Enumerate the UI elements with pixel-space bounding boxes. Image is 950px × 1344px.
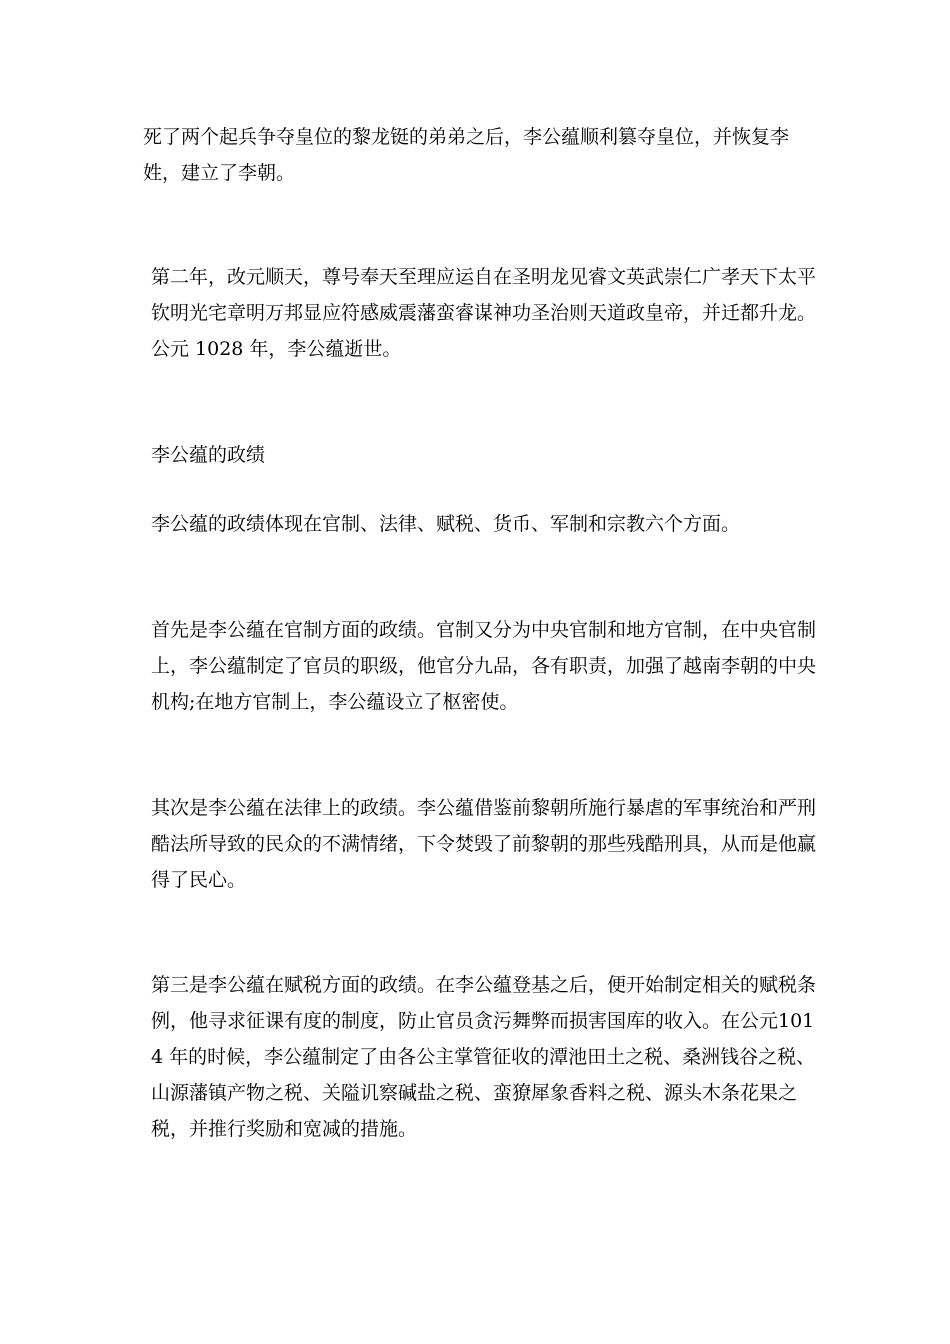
- section-heading: 李公蕴的政绩: [151, 444, 266, 466]
- paragraph-6: 第三是李公蕴在赋税方面的政绩。在李公蕴登基之后，便开始制定相关的赋税条例，他寻求征课有度的制度，防止官员贪污舞弊而损害国库的收入。在公元1014 年的时候，李公蕴制定了由各公主掌管征收的潭池田土之税、桑洲钱谷之税、山源藩镇产物之税、关隘讥察碱盐之税、蛮獠犀象香料之税、源头木条花果之税，并推行奖励和宽减的措施。: [151, 974, 817, 1140]
- paragraph-3: 李公蕴的政绩体现在官制、法律、赋税、货币、军制和宗教六个方面。: [151, 513, 741, 535]
- paragraph-2: 第二年，改元顺天，尊号奉天至理应运自在圣明龙见睿文英武崇仁广孝天下太平钦明光宅章明万邦显应符感威震藩蛮睿谋神功圣治则天道政皇帝，并迁都升龙。公元 1028 年，李公蕴逝世。: [151, 266, 817, 360]
- paragraph-1: 死了两个起兵争夺皇位的黎龙铤的弟弟之后，李公蕴顺利篡夺皇位，并恢复李姓，建立了李朝。: [143, 126, 790, 184]
- paragraph-5: 其次是李公蕴在法律上的政绩。李公蕴借鉴前黎朝所施行暴虐的军事统治和严刑酷法所导致的民众的不满情绪，下令焚毁了前黎朝的那些残酷刑具，从而是他赢得了民心。: [151, 797, 817, 891]
- paragraph-4: 首先是李公蕴在官制方面的政绩。官制又分为中央官制和地方官制，在中央官制上，李公蕴制定了官员的职级，他官分九品，各有职责，加强了越南李朝的中央机构;在地方官制上，李公蕴设立了枢密使。: [151, 619, 817, 713]
